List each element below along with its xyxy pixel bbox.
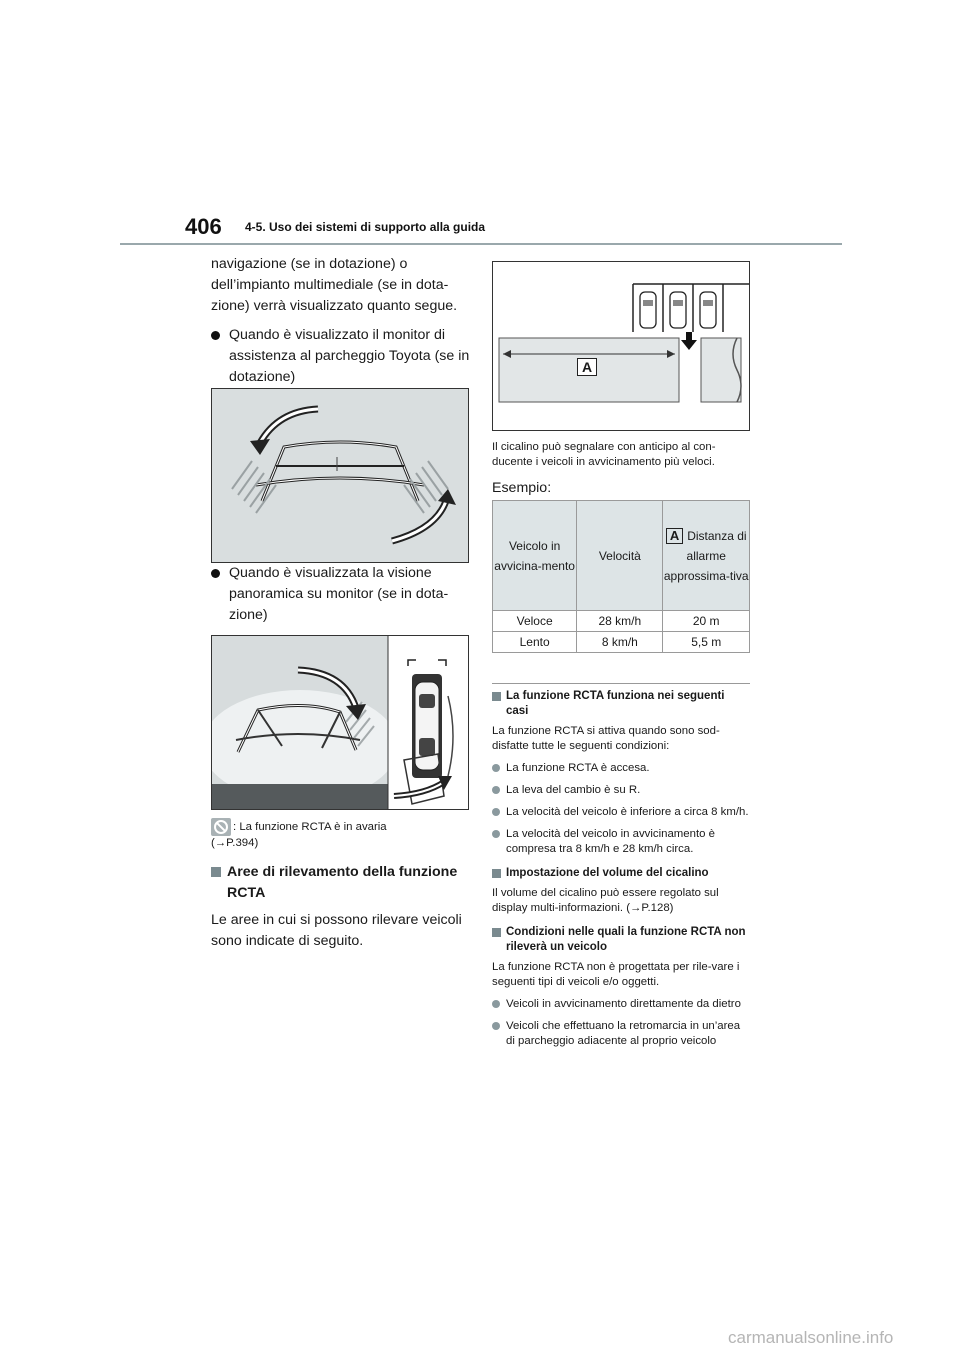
list-item: La velocità del veicolo è inferiore a circa 8 km/h.: [492, 805, 750, 820]
table-header-distance: A Distanza di allarme approssima-tiva: [663, 501, 750, 611]
caption-block: [492, 440, 750, 499]
areas-heading: [211, 862, 473, 904]
header-rule: [120, 243, 842, 245]
table-cell: 8 km/h: [577, 632, 663, 653]
list-item: Veicoli che effettuano la retromarcia in un’area di parcheggio adiacente al proprio veicolo: [492, 1019, 750, 1049]
areas-text: Le aree in cui si possono rilevare veicoli sono indicate di seguito.: [211, 912, 462, 949]
area-label-a: A: [577, 358, 597, 376]
distance-table: [492, 500, 750, 653]
no-entry-icon: [211, 818, 231, 836]
list-item: La leva del cambio è su R.: [492, 783, 750, 798]
bullet-icon: [492, 786, 500, 794]
sec2-text: Il volume del cicalino può essere regolato sul display multi-informazioni. (→P.128): [492, 887, 719, 914]
section-square-icon: [211, 867, 221, 877]
figure-caption: Il cicalino può segnalare con anticipo al con-ducente i veicoli in avvicinamento più veloci.: [492, 441, 716, 468]
areas-section: [211, 862, 473, 952]
table-cell: Veloce: [493, 611, 577, 632]
failure-note-text: : La funzione RCTA è in avaria: [233, 821, 387, 833]
panoramic-monitor-illustration: [212, 636, 468, 809]
bullet-icon: [492, 1022, 500, 1030]
figure-parking-monitor: [211, 388, 469, 563]
footer-watermark[interactable]: carmanualsonline.info: [728, 1328, 894, 1347]
failure-note-ref: (→P.394): [211, 837, 259, 849]
bullet-icon: [211, 569, 220, 578]
figure-panoramic-monitor: [211, 635, 469, 810]
list-item: La funzione RCTA è accesa.: [492, 761, 750, 776]
list-item: Veicoli in avvicinamento direttamente da dietro: [492, 997, 750, 1012]
example-label: Esempio:: [492, 480, 552, 496]
sec1-heading: La funzione RCTA funziona nei seguenti casi: [492, 689, 750, 719]
left-column-top: [211, 254, 471, 388]
table-cell: 20 m: [663, 611, 750, 632]
table-row: [493, 632, 750, 653]
table-header-row: [493, 501, 750, 611]
failure-note: [211, 818, 467, 851]
bullet-icon: [211, 331, 220, 340]
table-label-a: A: [666, 528, 683, 544]
table-cell: Lento: [493, 632, 577, 653]
table-header-speed: Velocità: [577, 501, 663, 611]
bullet-icon: [492, 764, 500, 772]
bullet-icon: [492, 830, 500, 838]
sec3-text: La funzione RCTA non è progettata per rile-vare i seguenti tipi di veicoli e/o oggetti.: [492, 961, 740, 988]
section-title: 4-5. Uso dei sistemi di supporto alla guida: [245, 220, 486, 234]
detection-area-illustration: [493, 262, 749, 430]
left-column-mid: [211, 563, 471, 626]
section-square-icon: [492, 692, 501, 701]
table-cell: 5,5 m: [663, 632, 750, 653]
list-item: La velocità del veicolo in avvicinamento è compresa tra 8 km/h e 28 km/h circa.: [492, 827, 750, 857]
bullet-icon: [492, 1000, 500, 1008]
section-divider: [492, 683, 750, 684]
table-cell: 28 km/h: [577, 611, 663, 632]
sec1-text: La funzione RCTA si attiva quando sono sod-disfatte tutte le seguenti condizioni:: [492, 725, 720, 752]
bullet-icon: [492, 808, 500, 816]
page-number: 406: [185, 214, 222, 239]
sec3-heading: Condizioni nelle quali la funzione RCTA non rileverà un veicolo: [492, 925, 750, 955]
section-square-icon: [492, 928, 501, 937]
areas-heading-text: Aree di rilevamento della funzione RCTA: [227, 864, 458, 901]
sec2-heading: Impostazione del volume del cicalino: [492, 866, 750, 881]
bullet-text: Quando è visualizzata la visione panoramica su monitor (se in dota-zione): [229, 565, 449, 623]
table-row: [493, 611, 750, 632]
right-sections: [492, 689, 750, 1049]
bullet-text: Quando è visualizzato il monitor di assistenza al parcheggio Toyota (se in dotazione): [229, 327, 470, 385]
intro-paragraph: navigazione (se in dotazione) o dell’impianto multimediale (se in dota-zione) verrà visualizzato quanto segue.: [211, 256, 458, 314]
bullet-parking-monitor: [211, 325, 471, 388]
bullet-panoramic-monitor: [211, 563, 471, 626]
section-square-icon: [492, 869, 501, 878]
table-header-vehicle: Veicolo in avvicina-mento: [493, 501, 577, 611]
parking-monitor-illustration: [212, 389, 468, 562]
figure-detection-area: [492, 261, 750, 431]
